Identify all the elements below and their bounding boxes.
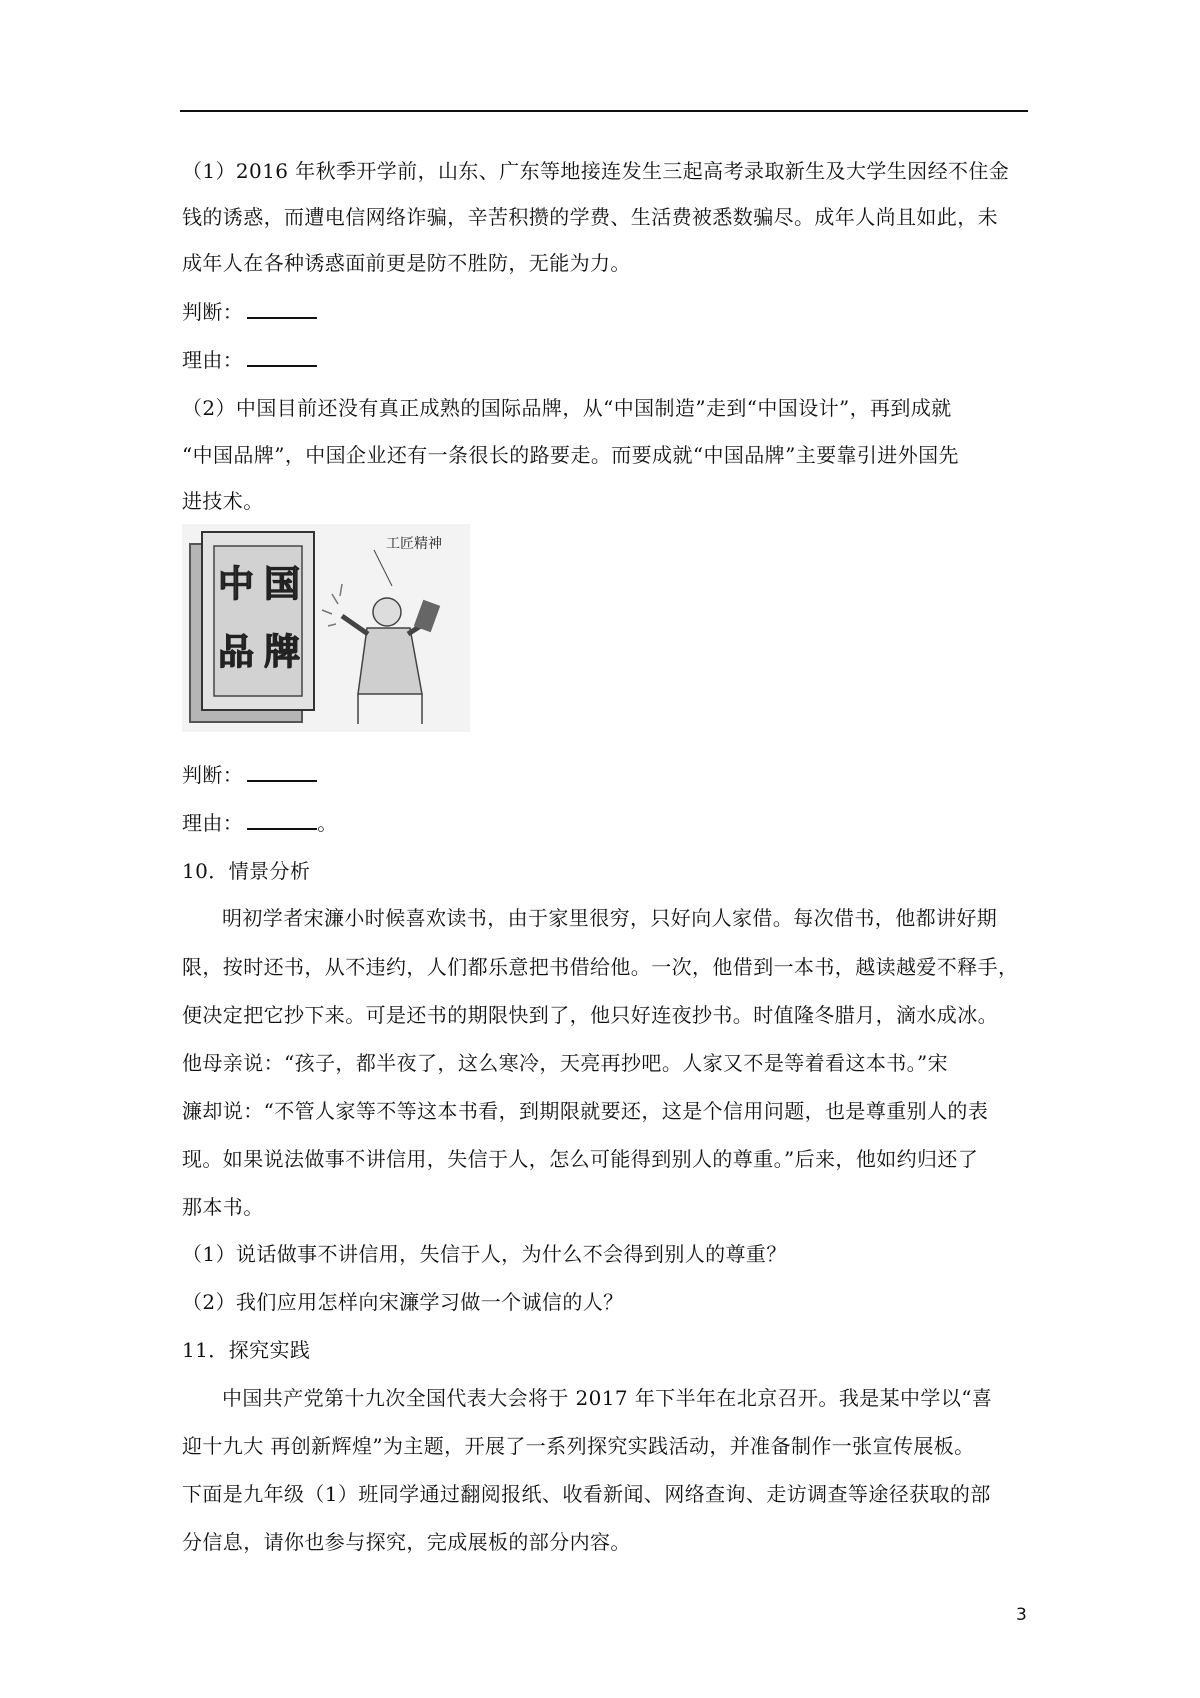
q11-para-line-3: 下面是九年级（1）班同学通过翻阅报纸、收看新闻、网络查询、走访调查等途径获取的部 — [182, 1482, 991, 1506]
q10-question-1: （1）说话做事不讲信用，失信于人，为什么不会得到别人的尊重？ — [182, 1242, 787, 1266]
q10-para-line-1: 明初学者宋濂小时候喜欢读书，由于家里很穷，只好向人家借。每次借书，他都讲好期 — [222, 906, 998, 930]
header-rule — [180, 110, 1028, 112]
reason-label: 理由： — [182, 348, 244, 372]
q11-para-line-1: 中国共产党第十九次全国代表大会将于 2017 年下半年在北京召开。我是某中学以“喜 — [222, 1386, 993, 1410]
judge-blank — [247, 299, 317, 319]
q9-item1-line-3: 成年人在各种诱惑面前更是防不胜防，无能为力。 — [182, 251, 631, 275]
q9-item1-judge — [182, 297, 1028, 327]
board-char-4: 牌 — [263, 631, 301, 673]
reason-blank-2 — [247, 810, 317, 830]
judge-blank-2 — [247, 762, 317, 782]
worker-body — [358, 628, 422, 694]
judge-label-2: 判断： — [182, 763, 244, 787]
q10-title: 10．情景分析 — [182, 859, 311, 883]
craftsman-spirit-label: 工匠精神 — [386, 536, 442, 552]
q11-title: 11．探究实践 — [182, 1338, 311, 1362]
q9-item2-judge — [182, 760, 1028, 790]
q10-question-2: （2）我们应用怎样向宋濂学习做一个诚信的人？ — [182, 1290, 624, 1314]
q9-item1-reason — [182, 345, 1028, 375]
q9-item2-line-2: “中国品牌”，中国企业还有一条很长的路要走。而要成就“中国品牌”主要靠引进外国先 — [182, 443, 959, 467]
board-char-1: 中 — [217, 563, 255, 605]
worker-head — [373, 598, 401, 626]
reason-end-mark: 。 — [317, 811, 338, 835]
q9-item2-line-1: （2）中国目前还没有真正成熟的国际品牌，从“中国制造”走到“中国设计”，再到成就 — [182, 396, 952, 420]
board-char-2: 国 — [263, 563, 301, 605]
q9-item1-line-2: 钱的诱惑，而遭电信网络诈骗，辛苦积攒的学费、生活费被悉数骗尽。成年人尚且如此，未 — [182, 205, 998, 229]
page-number: 3 — [1016, 1605, 1027, 1625]
q11-para-line-2: 迎十九大 再创新辉煌”为主题，开展了一系列探究实践活动，并准备制作一张宣传展板。 — [182, 1434, 975, 1458]
q9-item1-line-1: （1）2016 年秋季开学前，山东、广东等地接连发生三起高考录取新生及大学生因经不住金 — [182, 159, 1010, 183]
china-brand-cartoon — [182, 524, 470, 732]
reason-blank — [247, 347, 317, 367]
q11-para-line-4: 分信息，请你也参与探究，完成展板的部分内容。 — [182, 1530, 631, 1554]
judge-label: 判断： — [182, 300, 244, 324]
q9-item2-reason — [182, 808, 1028, 838]
q10-para-line-4: 他母亲说：“孩子，都半夜了，这么寒冷，天亮再抄吧。人家又不是等着看这本书。”宋 — [182, 1051, 949, 1075]
q10-para-line-5: 濂却说：“不管人家等不等这本书看，到期限就要还，这是个信用问题，也是尊重别人的表 — [182, 1099, 989, 1123]
reason-label-2: 理由： — [182, 811, 244, 835]
q10-para-line-7: 那本书。 — [182, 1195, 264, 1219]
q10-para-line-3: 便决定把它抄下来。可是还书的期限快到了，他只好连夜抄书。时值隆冬腊月，滴水成冰。 — [182, 1003, 998, 1027]
q10-para-line-2: 限，按时还书，从不违约，人们都乐意把书借给他。一次，他借到一本书，越读越爱不释手， — [182, 955, 1019, 979]
q9-item2-line-3: 进技术。 — [182, 489, 264, 513]
q10-para-line-6: 现。如果说法做事不讲信用，失信于人，怎么可能得到别人的尊重。”后来，他如约归还了 — [182, 1147, 979, 1171]
board-char-3: 品 — [217, 631, 255, 673]
